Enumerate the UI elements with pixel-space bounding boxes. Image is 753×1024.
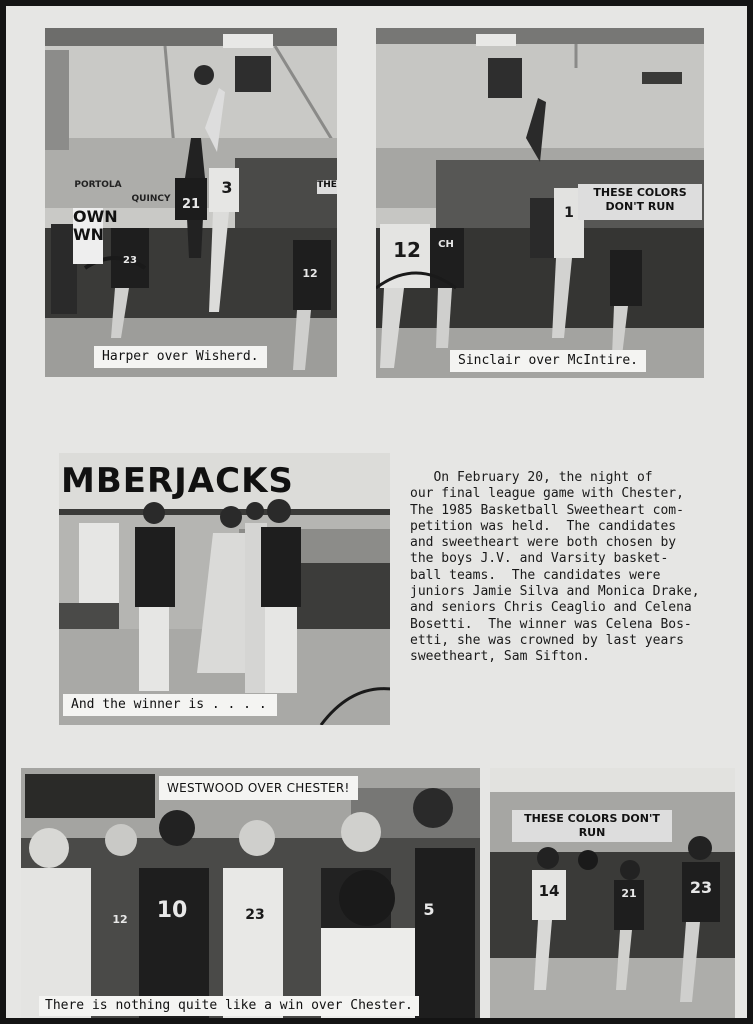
banner-lumberjacks: MBERJACKS [61,461,294,501]
photo-sinclair-over-mcintire [376,28,704,378]
photo-caption: There is nothing quite like a win over Chester. [39,996,419,1016]
photo-westwood-over-chester [21,768,480,1018]
article-line: On February 20, the night of [410,470,653,485]
article-sweetheart-story [410,470,740,666]
article-line: The 1985 Basketball Sweetheart com- [410,502,684,518]
jersey-number: 23 [689,878,713,897]
photo-harper-over-wisherd [45,28,337,377]
jersey-number: 12 [302,267,318,280]
photo-game-action [490,768,735,1018]
jersey-number: 5 [423,900,435,919]
article-line: juniors Jamie Silva and Monica Drake, [410,584,700,600]
gym-sign-quincy: QUINCY [131,194,171,204]
jersey-number: 1 [564,205,574,221]
jersey-number: 12 [112,913,128,926]
article-line: and sweetheart were both chosen by [410,535,677,551]
photo-caption: And the winner is . . . . [63,694,277,716]
sign-fragment-the: THE [317,180,337,194]
jersey-number: 23 [123,255,137,266]
jersey-number: 3 [221,178,233,197]
article-line: etti, she was crowned by last years [410,632,684,648]
article-line: and seniors Chris Ceaglio and Celena [410,600,692,616]
jersey-number: 14 [538,882,560,900]
gym-sign-portola: PORTOLA [74,180,122,190]
jersey-number: CH [438,239,454,250]
article-line: the boys J.V. and Varsity basket- [410,551,669,567]
article-line: sweetheart, Sam Sifton. [410,649,591,665]
article-line: Bosetti. The winner was Celena Bos- [410,616,692,632]
jersey-number: 10 [156,898,188,923]
photo-sweetheart-winner [59,453,390,725]
photo-caption: Sinclair over McIntire. [450,350,646,372]
yearbook-page [6,6,747,1018]
banner-crowd-sign [29,782,149,812]
photo-caption: Harper over Wisherd. [94,346,267,368]
jersey-number: 21 [621,887,637,900]
photo-caption-headline: WESTWOOD OVER CHESTER! [159,776,358,800]
wall-banner-own: OWN WN [73,208,103,264]
jersey-number: 12 [393,238,421,262]
jersey-number: 21 [181,197,201,212]
article-line: petition was held. The candidates [410,518,677,534]
jersey-number: 23 [245,907,265,923]
article-line: our final league game with Chester, [410,486,684,502]
banner-these-colors: THESE COLORS DON'T RUN [578,184,702,220]
banner-these-colors: THESE COLORS DON'T RUN [512,810,672,842]
article-line: ball teams. The candidates were [410,567,661,583]
